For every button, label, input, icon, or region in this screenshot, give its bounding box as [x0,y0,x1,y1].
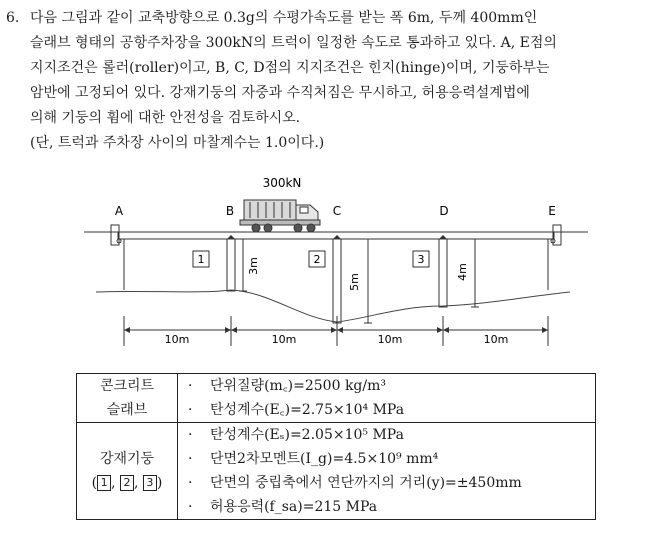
property-table [76,373,596,520]
question-line-3: 지지조건은 롤러(roller)이고, B, C, D점의 지지조건은 힌지(hinge)이며, 기둥하부는 [30,60,550,76]
question-line-1: 다음 그림과 같이 교축방향으로 0.3g의 수평가속도를 받는 폭 6m, 두께 400mm인 [30,10,538,26]
column-1-height: 3m [247,257,260,275]
truck-icon [240,200,320,232]
steel-elastic-modulus: · 탄성계수(Eₛ)=2.05×10⁵ MPa [188,427,404,443]
concrete-slab-values [178,374,596,423]
span-bc: 10m [271,333,297,346]
column-2 [333,239,341,323]
column-1 [227,239,235,291]
concrete-slab-label: 콘크리트 슬래브 [77,374,178,423]
truck-load-label: 300kN [262,176,302,190]
column-2-height: 5m [348,273,361,291]
question-line-2: 슬래브 형태의 공항주차장을 300kN의 트럭이 일정한 속도로 통과하고 있다. A, E점의 [30,35,557,51]
question-line-4: 암반에 고정되어 있다. 강재기둥의 자중과 수직처짐은 무시하고, 허용응력설계법에 [30,85,530,101]
support-d: D [439,204,449,218]
column-3-height: 4m [456,263,469,281]
concrete-elastic-modulus: · 탄성계수(E꜀)=2.75×10⁴ MPa [188,402,405,418]
column-1-label: 1 [197,253,205,266]
column-2-label: 2 [313,253,321,266]
column-3 [439,239,447,307]
steel-allowable-stress: · 허용응력(f_sa)=215 MPa [188,499,378,515]
steel-column-values [178,423,596,520]
span-de: 10m [483,333,509,346]
span-cd: 10m [377,333,403,346]
support-b: B [225,204,235,218]
question-number: 6. [6,10,20,26]
span-ab: 10m [164,333,190,346]
steel-extreme-fiber-distance: · 단면의 중립축에서 연단까지의 거리(y)=±450mm [188,475,522,491]
support-e: E [548,204,556,218]
column-3-label: 3 [417,253,425,266]
steel-moment-of-inertia: · 단면2차모멘트(I_g)=4.5×10⁹ mm⁴ [188,451,439,467]
steel-column-label: 강재기둥 ( 1 , 2 , 3 ) [77,423,178,520]
question-line-6: (단, 트럭과 주차장 사이의 마찰계수는 1.0이다.) [30,135,325,151]
question-line-5: 의해 기둥의 휨에 대한 안전성을 검토하시오. [30,110,301,126]
support-c: C [332,204,342,218]
support-a: A [114,204,124,218]
concrete-unit-mass: · 단위질량(m꜀)=2500 kg/m³ [188,378,386,394]
